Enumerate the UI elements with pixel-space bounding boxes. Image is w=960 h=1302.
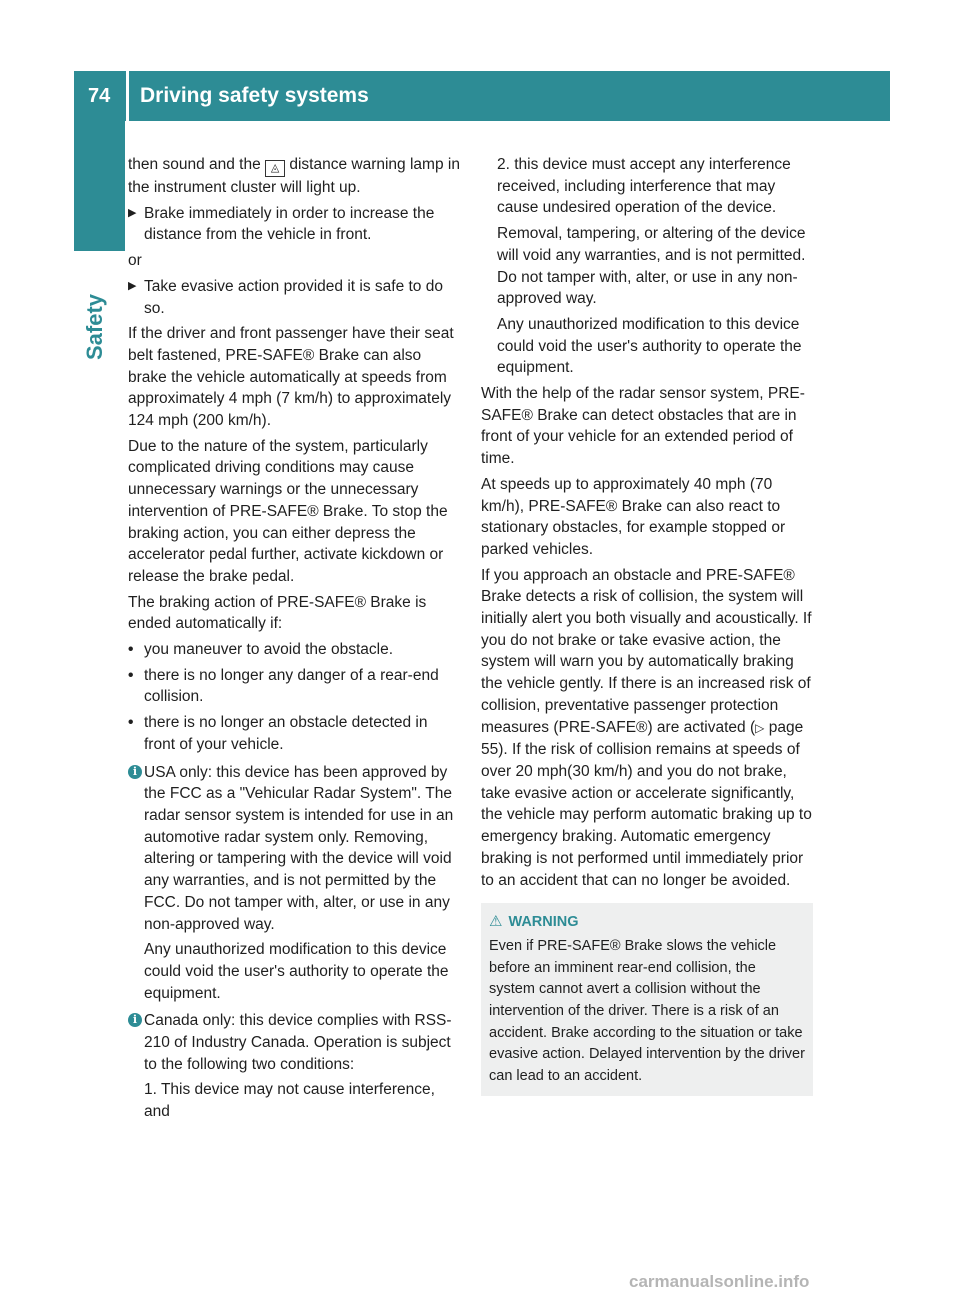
section-tab	[74, 121, 126, 251]
paragraph: If you approach an obstacle and PRE-SAFE® Brake detects a risk of collision, the system will initially alert you both visually and acoustically. If you do not brake or take evasive action, the system will warn you by automatically braking the vehicle gently. If there is an increased risk of collision, preventative passenger protection measures (PRE-SAFE®) are activated (▷ page 55). If the risk of collision remains at speeds of over 20 mph(30 km/h) and you do not brake, take evasive action or accelerate significantly, the vehicle may perform automatic braking up to emergency braking. Automatic emergency braking is not performed until immediately prior to an accident that can no longer be avoided.	[481, 566, 812, 889]
or-text: or	[128, 252, 142, 270]
paragraph: The braking action of PRE-SAFE® Brake is ended automatically if:	[128, 593, 427, 633]
bullet-icon: •	[128, 641, 134, 659]
step-arrow-icon: ▶	[128, 206, 137, 219]
instruction-step: ▶ Take evasive action provided it is safe to do so.	[128, 277, 443, 317]
left-column	[128, 154, 462, 1127]
info-note-usa: i USA only: this device has been approved by the FCC as a "Vehicular Radar System". The radar sensor system is intended for use in an automotive radar system only. Removing, altering or tampering with the device will void any warranties, and is not permitted by the FCC. Do not tamper with, alter, or use in any non-approved way. Any unauthorized modification to this device could void the user's authority to operate the equipment.	[128, 762, 462, 1005]
warning-text: Even if PRE-SAFE® Brake slows the vehicle before an imminent rear-end collision, the system cannot avert a collision without the intervention of the driver. There is a risk of an accident. Brake according to the situation or take evasive action. Delayed intervention by the driver can lead to an accident.	[489, 937, 805, 1085]
section-label: Safety	[82, 293, 107, 360]
page-reference-arrow-icon: ▷	[755, 720, 765, 735]
info-icon: i	[128, 765, 142, 779]
warning-triangle-icon: ⚠	[489, 913, 503, 931]
page-number: 74	[88, 85, 111, 107]
info-note-continued: 2. this device must accept any interference received, including interference that may cause undesired operation of the device. Removal, tampering, or altering of the device will void any warranties, and is not permitted. Do not tamper with, alter, or use in any non-approved way. Any unauthorized modification to this device could void the user's authority to operate the equipment.	[497, 156, 806, 377]
intro-paragraph: then sound and the ◬ distance warning lamp in the instrument cluster will light up.	[128, 156, 460, 196]
bullet-icon: •	[128, 666, 134, 684]
header-divider	[126, 71, 129, 121]
list-item: • you maneuver to avoid the obstacle.	[128, 639, 462, 661]
distance-warning-lamp-icon: ◬	[265, 160, 285, 177]
list-item: • there is no longer any danger of a rear-end collision.	[128, 666, 439, 706]
bullet-icon: •	[128, 714, 134, 732]
warning-heading: ⚠ WARNING	[489, 911, 805, 934]
page-reference-link[interactable]: page 55	[481, 718, 804, 759]
right-column	[481, 154, 813, 1096]
paragraph: With the help of the radar sensor system, PRE-SAFE® Brake can detect obstacles that are in front of your vehicle for an extended period of time.	[481, 385, 805, 468]
instruction-step: ▶ Brake immediately in order to increase the distance from the vehicle in front.	[128, 204, 435, 244]
warning-box	[481, 903, 813, 1096]
paragraph: At speeds up to approximately 40 mph (70 km/h), PRE-SAFE® Brake can also react to stationary obstacles, for example stopped or parked vehicles.	[481, 475, 786, 558]
info-note-canada: i Canada only: this device complies with RSS-210 of Industry Canada. Operation is subject to the following two conditions: 1. This device may not cause interference, and	[128, 1010, 462, 1123]
paragraph: If the driver and front passenger have their seat belt fastened, PRE-SAFE® Brake can also brake the vehicle automatically at speeds from approximately 4 mph (7 km/h) to approximately 124 mph (200 km/h).	[128, 325, 454, 430]
info-icon: i	[128, 1013, 142, 1027]
page-header	[74, 71, 890, 121]
watermark: carmanualsonline.info	[629, 1272, 810, 1291]
page-title: Driving safety systems	[140, 84, 369, 107]
step-arrow-icon: ▶	[128, 279, 137, 292]
paragraph: Due to the nature of the system, particularly complicated driving conditions may cause unnecessary warnings or the unnecessary intervention of PRE-SAFE® Brake. To stop the braking action, you can either depress the accelerator pedal further, activate kickdown or release the brake pedal.	[128, 437, 448, 585]
list-item: • there is no longer an obstacle detected in front of your vehicle.	[128, 714, 428, 753]
